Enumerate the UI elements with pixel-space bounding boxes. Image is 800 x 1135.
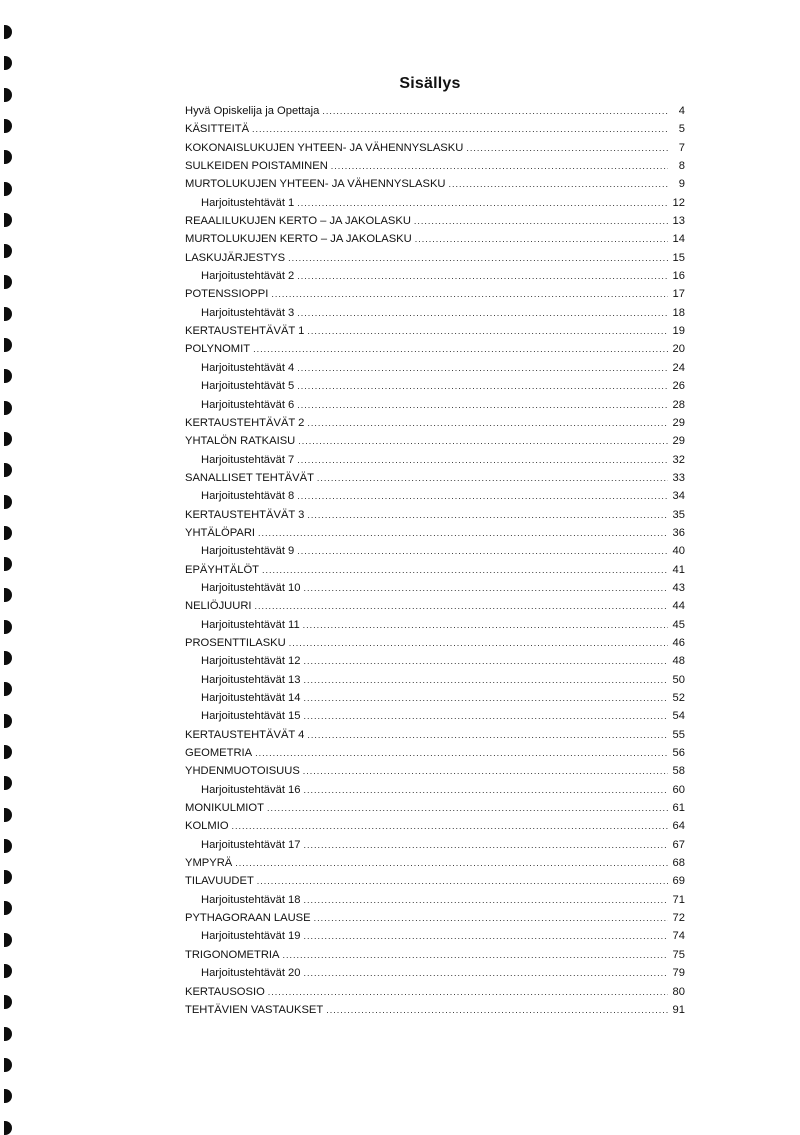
toc-entry-label: Harjoitustehtävät 9 (201, 545, 295, 558)
binding-hole (4, 432, 12, 446)
dot-leader (304, 579, 668, 597)
toc-entry-page: 40 (672, 545, 685, 558)
toc-entry-page: 58 (672, 765, 685, 778)
dot-leader (298, 432, 668, 450)
toc-entry-page: 29 (672, 416, 685, 429)
toc-entry-label: TRIGONOMETRIA (185, 948, 280, 961)
binding-hole (4, 526, 12, 540)
dot-leader (297, 396, 668, 414)
toc-entry (185, 506, 685, 524)
toc-entry-page: 36 (672, 526, 685, 539)
dot-leader (297, 377, 668, 395)
toc-entry-label: NELIÖJUURI (185, 600, 252, 613)
binding-hole (4, 463, 12, 477)
dot-leader (297, 359, 668, 377)
toc-entry-label: MURTOLUKUJEN KERTO – JA JAKOLASKU (185, 233, 412, 246)
toc-entry (185, 102, 685, 120)
binding-hole (4, 870, 12, 884)
dot-leader (297, 542, 668, 560)
toc-entry (185, 634, 685, 652)
toc-entry (185, 322, 685, 340)
toc-entry (185, 836, 685, 854)
toc-entry (185, 781, 685, 799)
binding-hole (4, 150, 12, 164)
toc-entry (185, 579, 685, 597)
toc-entry (185, 946, 685, 964)
dot-leader (297, 267, 668, 285)
binding-hole (4, 1027, 12, 1041)
toc-entry-label: POLYNOMIT (185, 343, 251, 356)
toc-entry (185, 340, 685, 358)
toc-entry-page: 91 (672, 1003, 685, 1016)
toc-entry-page: 48 (672, 655, 685, 668)
toc-entry-page: 28 (672, 398, 685, 411)
toc-entry-page: 52 (672, 692, 685, 704)
toc-entry-page: 45 (672, 618, 685, 631)
toc-entry-page: 15 (672, 251, 685, 264)
toc-entry (185, 854, 685, 872)
toc-entry (185, 689, 685, 707)
toc-entry (185, 726, 685, 744)
toc-entry-label: KERTAUSTEHTÄVÄT 4 (185, 728, 305, 741)
toc-entry-page: 33 (672, 471, 685, 484)
dot-leader (304, 652, 668, 670)
toc-entry (185, 1001, 685, 1019)
toc-entry-label: Harjoitustehtävät 2 (201, 270, 295, 283)
dot-leader (466, 139, 668, 157)
toc-entry (185, 432, 685, 450)
toc-entry-page: 13 (672, 215, 685, 228)
dot-leader (258, 524, 668, 542)
binding-hole (4, 964, 12, 978)
toc-entry-page: 54 (672, 710, 685, 723)
binding-hole (4, 369, 12, 383)
dot-leader (252, 120, 668, 138)
dot-leader (255, 597, 668, 615)
toc-entry-page: 80 (672, 985, 685, 998)
toc-entry-label: Harjoitustehtävät 5 (201, 380, 295, 393)
toc-entry-page: 44 (672, 600, 685, 613)
toc-entry-label: PROSENTTILASKU (185, 636, 286, 649)
toc-entry-page: 16 (672, 270, 685, 283)
dot-leader (414, 212, 668, 230)
binding-hole (4, 588, 12, 602)
binding-hole (4, 933, 12, 947)
toc-entry (185, 909, 685, 927)
binding-hole (4, 307, 12, 321)
toc-entry-label: Hyvä Opiskelija ja Opettaja (185, 105, 320, 117)
toc-entry-label: KOKONAISLUKUJEN YHTEEN- JA VÄHENNYSLASKU (185, 141, 464, 154)
dot-leader (271, 285, 668, 303)
dot-leader (314, 909, 668, 927)
toc-entry (185, 212, 685, 230)
binding-hole (4, 213, 12, 227)
toc-entry-label: Harjoitustehtävät 19 (201, 930, 301, 943)
binding-hole (4, 495, 12, 509)
toc-entry (185, 927, 685, 945)
toc-entry (185, 891, 685, 909)
dot-leader (449, 175, 669, 193)
toc-entry-label: Harjoitustehtävät 15 (201, 710, 301, 723)
toc-entry-page: 18 (672, 306, 685, 319)
toc-entry-label: SANALLISET TEHTÄVÄT (185, 471, 314, 484)
toc-entry-label: Harjoitustehtävät 11 (201, 618, 300, 631)
binding-hole (4, 839, 12, 853)
toc-entry-page: 55 (672, 728, 685, 741)
toc-entry-label: Harjoitustehtävät 3 (201, 306, 295, 319)
dot-leader (331, 157, 668, 175)
dot-leader (303, 762, 668, 780)
dot-leader (307, 414, 668, 432)
dot-leader (232, 817, 668, 835)
toc-entry (185, 175, 685, 193)
toc-entry-page: 43 (672, 581, 685, 594)
toc-entry-label: GEOMETRIA (185, 747, 253, 760)
toc-entry-page: 75 (672, 948, 685, 961)
toc-entry-page: 68 (672, 857, 685, 870)
toc-entry-page: 19 (672, 325, 685, 338)
toc-entry (185, 964, 685, 982)
toc-entry-label: Harjoitustehtävät 14 (201, 692, 301, 704)
dot-leader (304, 671, 668, 689)
toc-entry (185, 469, 685, 487)
toc-entry (185, 249, 685, 267)
toc-entry-page: 5 (678, 123, 685, 136)
toc-entry-label: MONIKULMIOT (185, 802, 264, 815)
toc-entry (185, 616, 685, 634)
dot-leader (268, 983, 668, 1001)
dot-leader (304, 707, 668, 725)
toc-entry (185, 194, 685, 212)
toc-entry (185, 285, 685, 303)
toc-entry (185, 671, 685, 689)
toc-entry (185, 762, 685, 780)
dot-leader (304, 689, 668, 707)
toc-entry-label: Harjoitustehtävät 20 (201, 967, 301, 980)
binding-hole (4, 620, 12, 634)
toc-entry (185, 267, 685, 285)
dot-leader (307, 726, 668, 744)
toc-entry-label: LASKUJÄRJESTYS (185, 251, 286, 264)
toc-entry-page: 67 (672, 838, 685, 851)
toc-entry-label: Harjoitustehtävät 17 (201, 838, 301, 851)
toc-entry (185, 652, 685, 670)
dot-leader (303, 616, 668, 634)
toc-entry (185, 487, 685, 505)
binding-hole (4, 244, 12, 258)
binding-hole (4, 901, 12, 915)
toc-entry-page: 79 (672, 967, 685, 980)
toc-entry-label: KERTAUSTEHTÄVÄT 2 (185, 416, 305, 429)
dot-leader (304, 964, 668, 982)
toc-entry-label: REAALILUKUJEN KERTO – JA JAKOLASKU (185, 215, 411, 228)
toc-entry-page: 46 (672, 636, 685, 649)
binding-hole (4, 651, 12, 665)
toc-entry (185, 817, 685, 835)
page-title: Sisällys (399, 74, 461, 92)
toc-entry-label: YHTALÖN RATKAISU (185, 435, 296, 448)
toc-entry-label: KERTAUSTEHTÄVÄT 1 (185, 325, 305, 338)
toc-entry (185, 872, 685, 890)
dot-leader (297, 304, 668, 322)
toc-entry-label: Harjoitustehtävät 18 (201, 893, 301, 906)
dot-leader (297, 194, 668, 212)
toc-entry-page: 50 (672, 673, 685, 686)
toc-entry (185, 983, 685, 1001)
toc-entry (185, 377, 685, 395)
binding-hole (4, 1058, 12, 1072)
table-of-contents (185, 102, 685, 1019)
toc-entry-page: 9 (678, 178, 685, 191)
toc-entry-label: Harjoitustehtävät 1 (201, 196, 295, 209)
toc-entry (185, 542, 685, 560)
dot-leader (282, 946, 668, 964)
toc-entry-page: 35 (672, 508, 685, 521)
toc-entry-label: KOLMIO (185, 820, 229, 833)
toc-entry-label: Harjoitustehtävät 13 (201, 673, 301, 686)
toc-entry-page: 17 (672, 288, 685, 301)
toc-entry-label: KÄSITTEITÄ (185, 123, 250, 136)
toc-entry (185, 304, 685, 322)
dot-leader (317, 469, 668, 487)
toc-entry (185, 396, 685, 414)
toc-entry-page: 72 (672, 912, 685, 925)
binding-hole (4, 682, 12, 696)
toc-entry-label: EPÄYHTÄLÖT (185, 563, 259, 576)
dot-leader (255, 744, 668, 762)
toc-entry-page: 60 (672, 783, 685, 796)
toc-entry-label: Harjoitustehtävät 16 (201, 783, 301, 796)
binding-hole (4, 182, 12, 196)
toc-entry-page: 69 (672, 875, 685, 888)
toc-entry-label: Harjoitustehtävät 6 (201, 398, 295, 411)
binding-hole (4, 401, 12, 415)
toc-entry-page: 64 (672, 820, 685, 833)
toc-entry-page: 34 (672, 490, 685, 503)
toc-entry-page: 61 (672, 802, 685, 815)
binding-hole (4, 1121, 12, 1135)
toc-entry (185, 451, 685, 469)
toc-entry (185, 597, 685, 615)
dot-leader (304, 781, 668, 799)
dot-leader (304, 891, 668, 909)
toc-entry-page: 71 (672, 893, 685, 906)
toc-entry (185, 707, 685, 725)
toc-entry (185, 230, 685, 248)
binding-hole (4, 338, 12, 352)
dot-leader (267, 799, 668, 817)
toc-entry-page: 74 (672, 930, 685, 943)
toc-entry (185, 139, 685, 157)
toc-entry-page: 26 (672, 380, 685, 393)
toc-entry-page: 20 (672, 343, 685, 356)
binding-hole (4, 275, 12, 289)
toc-entry-label: YHDENMUOTOISUUS (185, 765, 300, 778)
toc-entry (185, 744, 685, 762)
binding-hole (4, 1089, 12, 1103)
binding-hole (4, 995, 12, 1009)
dot-leader (253, 340, 668, 358)
dot-leader (262, 561, 668, 579)
toc-entry-page: 32 (672, 453, 685, 466)
binding-hole (4, 119, 12, 133)
toc-entry-label: TEHTÄVIEN VASTAUKSET (185, 1003, 324, 1016)
toc-entry (185, 157, 685, 175)
dot-leader (288, 249, 668, 267)
dot-leader (235, 854, 668, 872)
binding-hole (4, 776, 12, 790)
toc-entry-label: TILAVUUDET (185, 875, 254, 888)
toc-entry-label: Harjoitustehtävät 8 (201, 490, 295, 503)
binding-hole (4, 714, 12, 728)
toc-entry (185, 414, 685, 432)
dot-leader (297, 487, 668, 505)
toc-entry-label: YMPYRÄ (185, 857, 233, 870)
toc-entry-page: 12 (672, 196, 685, 209)
toc-entry (185, 120, 685, 138)
binding-holes (0, 0, 24, 1132)
dot-leader (304, 836, 668, 854)
binding-hole (4, 557, 12, 571)
binding-hole (4, 808, 12, 822)
toc-entry-page: 41 (672, 563, 685, 576)
dot-leader (326, 1001, 668, 1019)
dot-leader (257, 872, 668, 890)
toc-entry-label: POTENSSIOPPI (185, 288, 269, 301)
toc-entry (185, 799, 685, 817)
toc-entry-label: MURTOLUKUJEN YHTEEN- JA VÄHENNYSLASKU (185, 178, 446, 191)
toc-entry-page: 24 (672, 361, 685, 374)
toc-entry-label: KERTAUSTEHTÄVÄT 3 (185, 508, 305, 521)
toc-entry-page: 4 (678, 105, 685, 117)
dot-leader (297, 451, 668, 469)
toc-entry-page: 56 (672, 747, 685, 760)
toc-entry (185, 359, 685, 377)
toc-entry-page: 7 (678, 141, 685, 154)
toc-entry-label: PYTHAGORAAN LAUSE (185, 912, 311, 925)
toc-entry-page: 29 (672, 435, 685, 448)
toc-entry-page: 14 (672, 233, 685, 246)
dot-leader (415, 230, 668, 248)
binding-hole (4, 745, 12, 759)
toc-entry-label: Harjoitustehtävät 7 (201, 453, 295, 466)
toc-entry (185, 524, 685, 542)
toc-entry-label: Harjoitustehtävät 12 (201, 655, 301, 668)
toc-entry-label: SULKEIDEN POISTAMINEN (185, 160, 328, 173)
dot-leader (289, 634, 668, 652)
dot-leader (307, 322, 668, 340)
dot-leader (322, 102, 668, 120)
binding-hole (4, 56, 12, 70)
toc-entry-label: YHTÄLÖPARI (185, 526, 256, 539)
toc-entry (185, 561, 685, 579)
dot-leader (307, 506, 668, 524)
toc-entry-page: 8 (678, 160, 685, 173)
toc-entry-label: Harjoitustehtävät 10 (201, 581, 301, 594)
toc-entry-label: Harjoitustehtävät 4 (201, 361, 295, 374)
binding-hole (4, 25, 12, 39)
dot-leader (304, 927, 668, 945)
toc-entry-label: KERTAUSOSIO (185, 985, 265, 998)
